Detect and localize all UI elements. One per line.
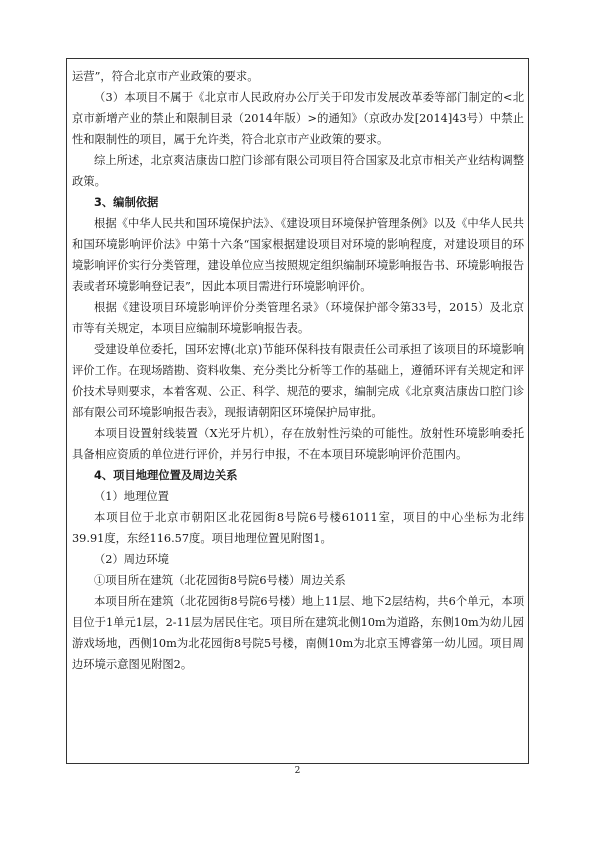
- page-number: 2: [294, 766, 301, 776]
- subheading: （2）周边环境: [94, 553, 169, 566]
- section-heading: 3、编制依据: [94, 196, 159, 209]
- paragraph: 本项目所在建筑（北花园街8号院6号楼）地上11层、地下2层结构，共6个单元，本项目位于1单元1层，2-11层为居民住宅。项目所在建筑北侧10m为道路，东侧10m为幼儿园游戏场地，西侧10m为北花园街8号院5号楼，南侧10m为北京玉博睿第一幼儿园。项目周边环境示意图见附图2。: [72, 595, 524, 671]
- document-body: [72, 66, 524, 675]
- subheading: （1）地理位置: [94, 490, 169, 503]
- section-heading: 4、项目地理位置及周边关系: [94, 469, 238, 482]
- paragraph: （3）本项目不属于《北京市人民政府办公厅关于印发市发展改革委等部门制定的<北京市新增产业的禁止和限制目录（2014年版）>的通知》（京政办发[2014]43号）中禁止性和限制性的项目，属于允许类，符合北京市产业政策的要求。: [72, 91, 524, 146]
- subheading: ①项目所在建筑（北花园街8号院6号楼）周边关系: [94, 574, 346, 587]
- paragraph: 本项目设置射线装置（X光牙片机），存在放射性污染的可能性。放射性环境影响委托具备相应资质的单位进行评价，并另行申报，不在本项目环境影响评价范围内。: [72, 427, 524, 461]
- paragraph: 本项目位于北京市朝阳区北花园街8号院6号楼61011室，项目的中心坐标为北纬39.91度，东经116.57度。项目地理位置见附图1。: [72, 511, 524, 545]
- paragraph: 运营”，符合北京市产业政策的要求。: [72, 70, 259, 83]
- paragraph: 根据《中华人民共和国环境保护法》、《建设项目环境保护管理条例》以及《中华人民共和国环境影响评价法》中第十六条“国家根据建设项目对环境的影响程度，对建设项目的环境影响评价实行分类管理，建设单位应当按照规定组织编制环境影响报告书、环境影响报告表或者环境影响登记表”，因此本项目需进行环境影响评价。: [72, 217, 524, 293]
- paragraph: 综上所述，北京爽洁康齿口腔门诊部有限公司项目符合国家及北京市相关产业结构调整政策。: [72, 154, 524, 188]
- paragraph: 根据《建设项目环境影响评价分类管理名录》（环境保护部令第33号，2015）及北京市等有关规定，本项目应编制环境影响报告表。: [72, 301, 524, 335]
- paragraph: 受建设单位委托，国环宏博(北京)节能环保科技有限责任公司承担了该项目的环境影响评价工作。在现场踏勘、资料收集、充分类比分析等工作的基础上，遵循环评有关规定和评价技术导则要求，本着客观、公正、科学、规范的要求，编制完成《北京爽洁康齿口腔门诊部有限公司环境影响报告表》，现报请朝阳区环境保护局审批。: [72, 343, 524, 419]
